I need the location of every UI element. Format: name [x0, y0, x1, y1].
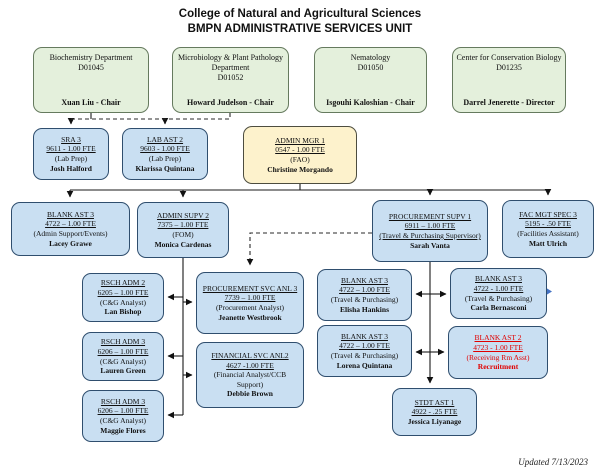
- position-holder: Lan Bishop: [104, 307, 142, 317]
- dept-name: Microbiology & Plant Pathology Department: [177, 53, 284, 73]
- position-code: 7739 – 1.00 FTE: [224, 293, 276, 303]
- position-role: (Admin Support/Events): [33, 229, 108, 238]
- staff-node-blank-ast3-lorena-quintana: [317, 325, 412, 377]
- position-title: BLANK AST 2: [474, 333, 522, 343]
- position-holder: Lauren Green: [100, 366, 146, 376]
- position-role: (Lab Prep): [54, 154, 88, 163]
- dept-node-biochemistry: [33, 47, 149, 113]
- dept-code: D01235: [496, 63, 522, 73]
- position-holder: Josh Halford: [50, 163, 92, 173]
- position-role: (C&G Analyst): [99, 416, 147, 425]
- position-code: 4722 - 1.00 FTE: [473, 283, 524, 293]
- dept-name: Nematology: [350, 53, 391, 62]
- position-holder: Jeanette Westbrook: [218, 312, 282, 322]
- dept-head: Xuan Liu - Chair: [61, 97, 121, 107]
- position-title: RSCH ADM 3: [100, 396, 146, 406]
- position-holder: Carla Bernasconi: [470, 303, 527, 313]
- dept-name: Center for Conservation Biology: [456, 53, 562, 62]
- dept-head: Isgouhi Kaloshian - Chair: [326, 97, 415, 107]
- dept-code: D01045: [78, 63, 104, 73]
- staff-node-sra3-josh-halford: [33, 128, 109, 180]
- position-code: 9611 - 1.00 FTE: [46, 144, 96, 154]
- page-title-line2: BMPN ADMINISTRATIVE SERVICES UNIT: [187, 23, 413, 36]
- position-title: BLANK AST 3: [341, 275, 388, 285]
- position-code: 6911 – 1.00 FTE: [404, 221, 456, 231]
- position-code: 4627 -1.00 FTE: [226, 360, 274, 370]
- position-title: STDT AST 1: [414, 397, 455, 407]
- staff-node-stdt-ast1-jessica-liyanage: [392, 388, 477, 436]
- staff-node-rsch-adm3-lauren-green: [82, 332, 164, 381]
- staff-node-blank-ast3-lacey-grawe: [11, 202, 130, 256]
- position-role: (Travel & Purchasing): [330, 295, 399, 304]
- position-holder: Jessica Liyanage: [407, 416, 462, 426]
- position-holder: Lacey Grawe: [49, 238, 92, 248]
- position-role: (Lab Prep): [148, 154, 182, 163]
- updated-date: Updated 7/13/2023: [518, 457, 588, 467]
- position-holder: Debbie Brown: [227, 389, 273, 399]
- position-title: RSCH ADM 3: [100, 337, 146, 347]
- staff-node-blank-ast2-recruitment: [448, 326, 548, 379]
- position-title: LAB AST 2: [146, 134, 184, 144]
- position-code: 4723 - 1.00 FTE: [473, 342, 523, 352]
- position-code: 4922 - .25 FTE: [411, 407, 458, 417]
- position-role: (C&G Analyst): [99, 297, 147, 307]
- dept-head: Darrel Jenerette - Director: [463, 97, 555, 107]
- position-code: 0547 - 1.00 FTE: [275, 145, 325, 155]
- position-role: (Receiving Rm Asst): [466, 352, 530, 362]
- position-code: 4722 – 1.00 FTE: [339, 341, 390, 351]
- position-role: (FOM): [172, 230, 194, 239]
- position-title: BLANK AST 3: [47, 209, 94, 219]
- position-role: (C&G Analyst): [99, 356, 147, 366]
- position-role: (Travel & Purchasing): [330, 351, 399, 360]
- staff-node-admin-mgr1-christine-morgando: [243, 126, 357, 184]
- staff-node-blank-ast3-carla-bernasconi: [450, 268, 547, 319]
- staff-node-lab-ast2-klarissa-quintana: [122, 128, 208, 180]
- position-holder: Lorena Quintana: [336, 360, 393, 370]
- position-title: FINANCIAL SVC ANL2: [211, 351, 289, 361]
- position-title: PROCUREMENT SUPV 1: [388, 211, 472, 221]
- position-role: (Financial Analyst/CCB Support): [213, 370, 287, 389]
- position-code: 7375 – 1.00 FTE: [157, 220, 209, 230]
- position-title: ADMIN MGR 1: [274, 135, 325, 145]
- dept-code: D01052: [217, 73, 244, 83]
- dept-node-nematology: [314, 47, 427, 113]
- position-code: 9603 - 1.00 FTE: [140, 144, 190, 154]
- position-role: (Travel & Purchasing): [464, 293, 533, 303]
- dept-name: Biochemistry Department: [49, 53, 133, 62]
- page-title: [0, 7, 600, 37]
- position-holder: Matt Ulrich: [528, 238, 568, 248]
- position-holder: Recruitment: [477, 362, 519, 372]
- position-role: (Facilities Assistant): [517, 229, 579, 238]
- position-title: FAC MGT SPEC 3: [519, 209, 577, 219]
- position-title: PROCUREMENT SVC ANL 3: [202, 283, 298, 293]
- staff-node-financial-svc-anl2-debbie-brown: [196, 342, 304, 408]
- dept-node-microbiology-plant-pathology: [172, 47, 289, 113]
- staff-node-rsch-adm2-lan-bishop: [82, 273, 164, 322]
- position-holder: Elisha Hankins: [340, 304, 389, 314]
- position-role: (FAO): [290, 155, 310, 164]
- dept-head: Howard Judelson - Chair: [187, 97, 274, 107]
- position-title: RSCH ADM 2: [100, 278, 146, 288]
- position-code: 4722 – 1.00 FTE: [339, 285, 390, 295]
- position-code: 6206 – 1.00 FTE: [97, 346, 149, 356]
- position-holder: Monica Cardenas: [154, 239, 212, 249]
- staff-node-fac-mgt-spec3-matt-ulrich: [502, 200, 594, 258]
- position-code: 5195 - .50 FTE: [525, 219, 571, 229]
- position-code: 6205 – 1.00 FTE: [97, 287, 149, 297]
- position-title: BLANK AST 3: [341, 331, 388, 341]
- position-code: 6206 – 1.00 FTE: [97, 406, 149, 416]
- staff-node-procurement-svc-anl3-jeanette-westbrook: [196, 272, 304, 334]
- staff-node-blank-ast3-elisha-hankins: [317, 269, 412, 321]
- position-title: BLANK AST 3: [475, 274, 522, 284]
- position-holder: Christine Morgando: [267, 164, 333, 174]
- staff-node-admin-supv2-monica-cardenas: [137, 202, 229, 258]
- position-role: (Travel & Purchasing Supervisor): [379, 231, 481, 240]
- position-code: 4722 – 1.00 FTE: [45, 219, 96, 229]
- page-title-line1: College of Natural and Agricultural Sciences: [178, 8, 422, 20]
- position-title: SRA 3: [61, 134, 81, 144]
- staff-node-procurement-supv1-sarah-vanta: [372, 200, 488, 262]
- position-holder: Maggie Flores: [100, 425, 146, 435]
- staff-node-rsch-adm3-maggie-flores: [82, 390, 164, 442]
- position-role: (Procurement Analyst): [215, 303, 285, 312]
- position-holder: Sarah Vanta: [410, 240, 450, 250]
- dept-code: D01050: [357, 63, 384, 73]
- position-holder: Klarissa Quintana: [135, 163, 195, 173]
- dept-node-conservation-biology: [452, 47, 566, 113]
- position-title: ADMIN SUPV 2: [157, 210, 209, 220]
